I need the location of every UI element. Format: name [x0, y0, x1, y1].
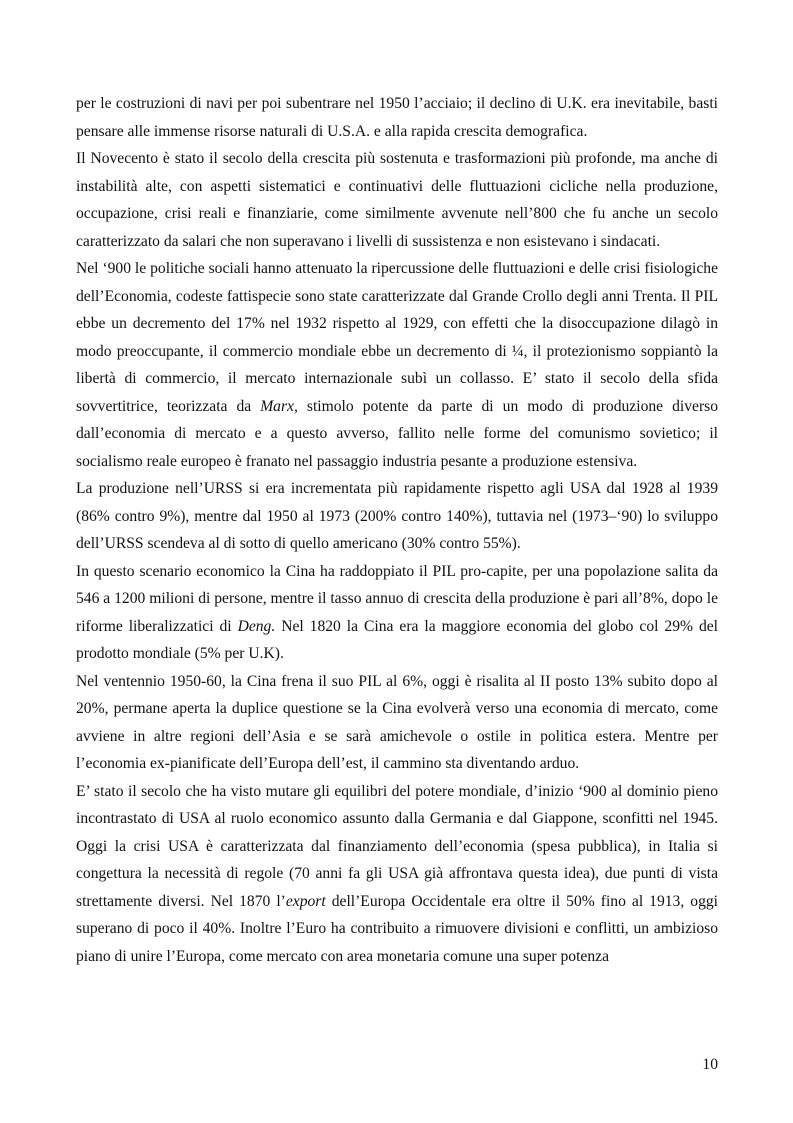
paragraph	[76, 145, 718, 255]
text-segment: Nel 1820 la Cina era la maggiore economia del globo col 29% del prodotto mondiale (5% per U.K).	[76, 617, 718, 662]
page-body	[76, 90, 718, 970]
paragraph	[76, 90, 718, 145]
italic-term: Deng.	[237, 617, 276, 635]
text-segment: In questo scenario economico la Cina ha raddoppiato il PIL pro-capite, per una popolazione salita da 546 a 1200 milioni di persone, mentre il tasso annuo di crescita della produzione è pari all’8%, dopo le riforme liberalizzatici di	[76, 562, 718, 635]
paragraph	[76, 558, 718, 668]
page-number: 10	[702, 1056, 718, 1073]
text-segment: Nel ‘900 le politiche sociali hanno attenuato la ripercussione delle fluttuazioni e delle crisi fisiologiche dell’Economia, codeste fattispecie sono state caratterizzate dal Grande Crollo degli anni Trenta. Il PIL ebbe un decremento del 17% nel 1932 rispetto al 1929, con effetti che la disoccupazione dilagò in modo preoccupante, il commercio mondiale ebbe un decremento di ¼, il protezionismo soppiantò la libertà di commercio, il mercato internazionale subì un collasso. E’ stato il secolo della sfida sovvertitrice, teorizzata da	[76, 260, 718, 415]
paragraph	[76, 475, 718, 558]
text-segment: dell’Europa Occidentale era oltre il 50% fino al 1913, oggi superano di poco il 40%. Inoltre l’Euro ha contribuito a rimuovere divisioni e conflitti, un ambizioso piano di unire l’Europa, come mercato con area monetaria comune una super potenza	[76, 892, 718, 965]
text-segment: La produzione nell’URSS si era incrementata più rapidamente rispetto agli USA dal 1928 al 1939 (86% contro 9%), mentre dal 1950 al 1973 (200% contro 140%), tuttavia nel (1973–‘90) lo sviluppo dell’URSS scendeva al di sotto di quello americano (30% contro 55%).	[76, 480, 718, 552]
paragraph	[76, 668, 718, 778]
text-segment: per le costruzioni di navi per poi subentrare nel 1950 l’acciaio; il declino di U.K. era inevitabile, basti pensare alle immense risorse naturali di U.S.A. e alla rapida crescita demografica.	[76, 95, 718, 140]
text-segment: E’ stato il secolo che ha visto mutare gli equilibri del potere mondiale, d’inizio ‘900 al dominio pieno incontrastato di USA al ruolo economico assunto dalla Germania e dal Giappone, sconfitti nel 1945. Oggi la crisi USA è caratterizzata dal finanziamento dell’economia (spesa pubblica), in Italia si congettura la necessità di regole (70 anni fa gli USA già affrontava questa idea), due punti di vista strettamente diversi. Nel 1870 l’	[76, 782, 718, 910]
text-segment: Nel ventennio 1950-60, la Cina frena il suo PIL al 6%, oggi è risalita al II posto 13% subito dopo al 20%, permane aperta la duplice questione se la Cina evolverà verso una economia di mercato, come avviene in altre regioni dell’Asia e se sarà amichevole o ostile in politica estera. Mentre per l’economia ex-pianificate dell’Europa dell’est, il cammino sta diventando arduo.	[76, 672, 718, 772]
italic-term: export	[285, 892, 326, 910]
paragraph	[76, 778, 718, 971]
text-segment: Il Novecento è stato il secolo della crescita più sostenuta e trasformazioni più profonde, ma anche di instabilità alte, con aspetti sistematici e continuativi delle fluttuazioni cicliche nella produzione, occupazione, crisi reali e finanziarie, come similmente avvenute nell’800 che fu anche un secolo caratterizzato da salari che non superavano i livelli di sussistenza e non esistevano i sindacati.	[76, 150, 718, 250]
paragraph	[76, 255, 718, 475]
italic-term: Marx,	[260, 397, 298, 415]
text-segment: stimolo potente da parte di un modo di produzione diverso dall’economia di mercato e a questo avverso, fallito nelle forme del comunismo sovietico; il socialismo reale europeo è franato nel passaggio industria pesante a produzione estensiva.	[76, 397, 718, 470]
